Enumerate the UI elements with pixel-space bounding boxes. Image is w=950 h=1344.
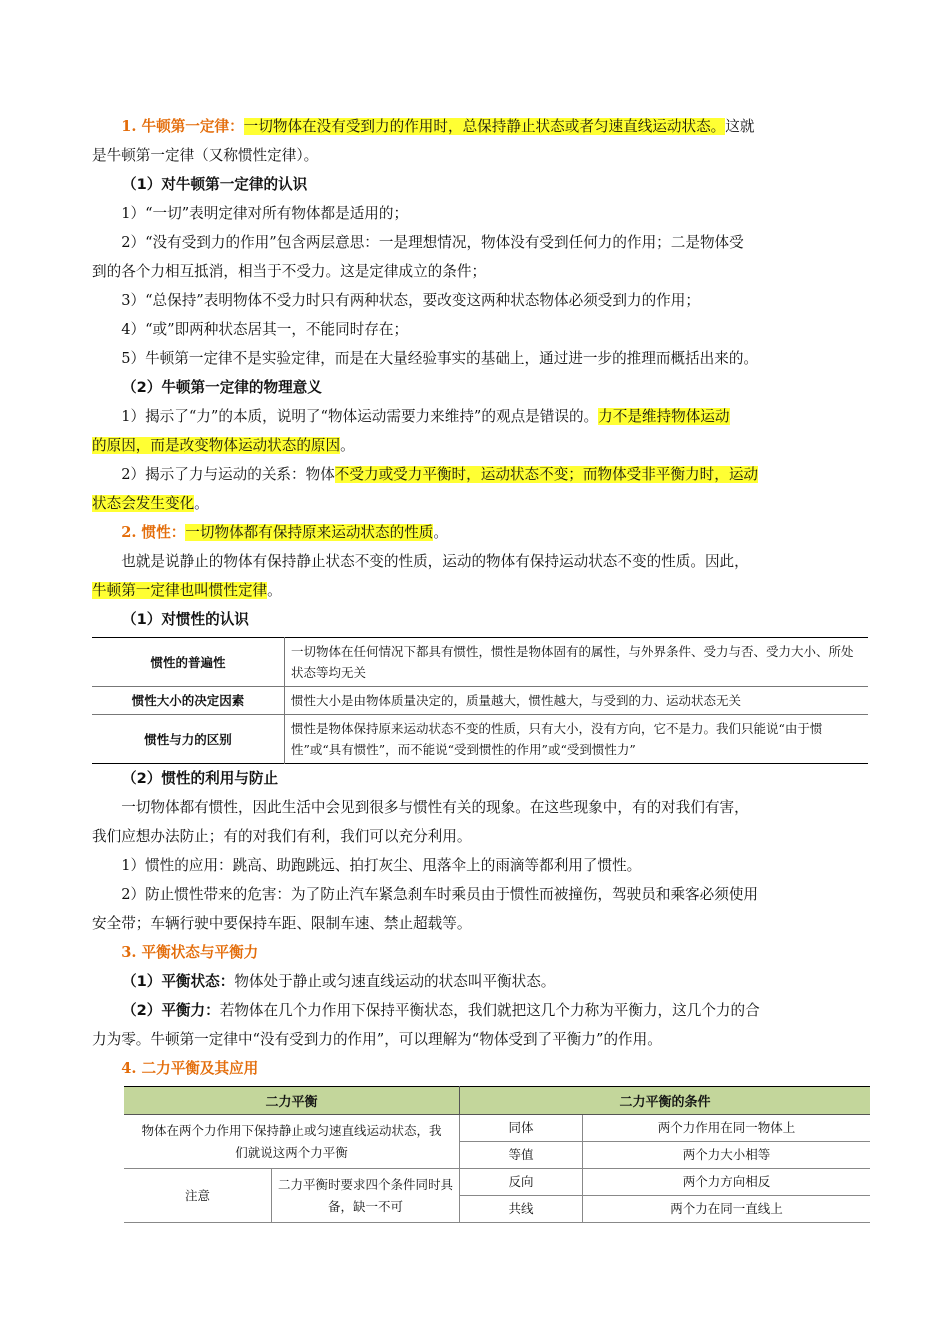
header-conditions: 二力平衡的条件 [460,1087,871,1115]
table-value: 惯性是物体保持原来运动状态不变的性质，只有大小，没有方向，它不是力。我们只能说“由于惯性”或“具有惯性”，而不能说“受到惯性的作用”或“受到惯性力” [285,715,869,764]
point-2-line2: 到的各个力相互抵消，相当于不受力。这是定律成立的条件； [92,263,487,280]
usage-application: 1）惯性的应用：跳高、助跑跳远、拍打灰尘、甩落伞上的雨滴等都利用了惯性。 [121,857,642,874]
balance-state-line: （1）平衡状态：物体处于静止或匀速直线运动的状态叫平衡状态。 [122,973,556,990]
table-row [92,638,868,687]
inertia-law-highlight: 牛顿第一定律也叫惯性定律 [92,582,268,599]
point-5: 5）牛顿第一定律不是实验定律，而是在大量经验事实的基础上，通过进一步的推理而概括出来的。 [121,350,759,367]
meaning-1-line2: 的原因，而是改变物体运动状态的原因。 [92,437,355,454]
section-3-heading: 3. 平衡状态与平衡力 [121,944,259,961]
table-row [124,1169,870,1196]
usage-line1: 一切物体都有惯性，因此生活中会见到很多与惯性有关的现象。在这些现象中，有的对我们有害， [121,799,749,816]
condition-key: 反向 [460,1169,583,1196]
table-key: 惯性与力的区别 [92,715,285,764]
condition-value: 两个力大小相等 [583,1142,871,1169]
section-1-heading: 1. 牛顿第一定律： [121,118,244,135]
table-value: 一切物体在任何情况下都具有惯性，惯性是物体固有的属性，与外界条件、受力与否、受力大小、所处状态等均无关 [291,644,854,680]
table-row [92,687,868,715]
point-3: 3）“总保持”表明物体不受力时只有两种状态，要改变这两种状态物体必须受到力的作用； [121,292,700,309]
meaning-1-highlight-cont: 的原因，而是改变物体运动状态的原因 [92,437,341,454]
section-4-heading: 4. 二力平衡及其应用 [121,1060,259,1077]
section-2-heading: 2. 惯性： [121,524,186,541]
newton-first-law-line2: 是牛顿第一定律（又称惯性定律）。 [92,147,319,164]
condition-key: 同体 [460,1115,583,1142]
balance-force-line1: （2）平衡力：若物体在几个力作用下保持平衡状态，我们就把这几个力称为平衡力，这几个力的合 [122,1002,760,1019]
note-label: 注意 [124,1169,272,1223]
document-page [92,112,868,1223]
condition-value: 两个力方向相反 [583,1169,871,1196]
table-header-row [124,1087,870,1115]
balance-force-line2: 力为零。牛顿第一定律中“没有受到力的作用”，可以理解为“物体受到了平衡力”的作用。 [92,1031,662,1048]
subsection-1-1-title: （1）对牛顿第一定律的认识 [122,176,308,193]
meaning-1-highlight: 力不是维持物体运动 [598,408,730,425]
inertia-explain-line2: 牛顿第一定律也叫惯性定律。 [92,582,282,599]
inertia-table [92,637,868,764]
point-2-line1: 2）“没有受到力的作用”包含两层意思：一是理想情况，物体没有受到任何力的作用；二是物体受 [121,234,744,251]
law-statement-highlight: 一切物体在没有受到力的作用时，总保持静止状态或者匀速直线运动状态。 [243,118,726,135]
newton-first-law-line1: 1. 牛顿第一定律：一切物体在没有受到力的作用时，总保持静止状态或者匀速直线运动状态。这就 [121,118,755,135]
table-row [124,1115,870,1142]
header-two-force-balance: 二力平衡 [124,1087,460,1115]
inertia-definition-highlight: 一切物体都有保持原来运动状态的性质 [185,524,434,541]
subsection-2-1-title: （1）对惯性的认识 [122,611,249,628]
table-value: 惯性大小是由物体质量决定的，质量越大，惯性越大，与受到的力、运动状态无关 [285,687,869,715]
two-force-table [124,1086,870,1223]
subsection-2-2-title: （2）惯性的利用与防止 [122,770,279,787]
meaning-2-line1: 2）揭示了力与运动的关系：物体不受力或受力平衡时，运动状态不变；而物体受非平衡力时，运动 [121,466,759,483]
note-text: 二力平衡时要求四个条件同时具备，缺一不可 [272,1169,460,1223]
inertia-explain-line1: 也就是说静止的物体有保持静止状态不变的性质，运动的物体有保持运动状态不变的性质。因此， [121,553,749,570]
inertia-heading-line: 2. 惯性：一切物体都有保持原来运动状态的性质。 [121,524,449,541]
condition-key: 共线 [460,1196,583,1223]
table-key: 惯性的普遍性 [92,638,285,687]
subsection-1-2-title: （2）牛顿第一定律的物理意义 [122,379,322,396]
definition-cell: 物体在两个力作用下保持静止或匀速直线运动状态，我们就说这两个力平衡 [124,1115,460,1169]
condition-key: 等值 [460,1142,583,1169]
usage-prevent-line1: 2）防止惯性带来的危害：为了防止汽车紧急刹车时乘员由于惯性而被撞伤，驾驶员和乘客必须使用 [121,886,759,903]
point-4: 4）“或”即两种状态居其一，不能同时存在； [121,321,409,338]
usage-prevent-line2: 安全带；车辆行驶中要保持车距、限制车速、禁止超载等。 [92,915,472,932]
point-1: 1）“一切”表明定律对所有物体都是适用的； [121,205,409,222]
meaning-2-highlight-cont: 状态会发生变化 [92,495,195,512]
condition-value: 两个力作用在同一物体上 [583,1115,871,1142]
usage-line2: 我们应想办法防止；有的对我们有利，我们可以充分利用。 [92,828,472,845]
meaning-1-line1: 1）揭示了“力”的本质，说明了“物体运动需要力来维持”的观点是错误的。力不是维持物体运动 [121,408,730,425]
meaning-2-highlight: 不受力或受力平衡时，运动状态不变；而物体受非平衡力时，运动 [334,466,759,483]
meaning-2-line2: 状态会发生变化。 [92,495,209,512]
table-row [92,715,868,764]
condition-value: 两个力在同一直线上 [583,1196,871,1223]
table-key: 惯性大小的决定因素 [92,687,285,715]
